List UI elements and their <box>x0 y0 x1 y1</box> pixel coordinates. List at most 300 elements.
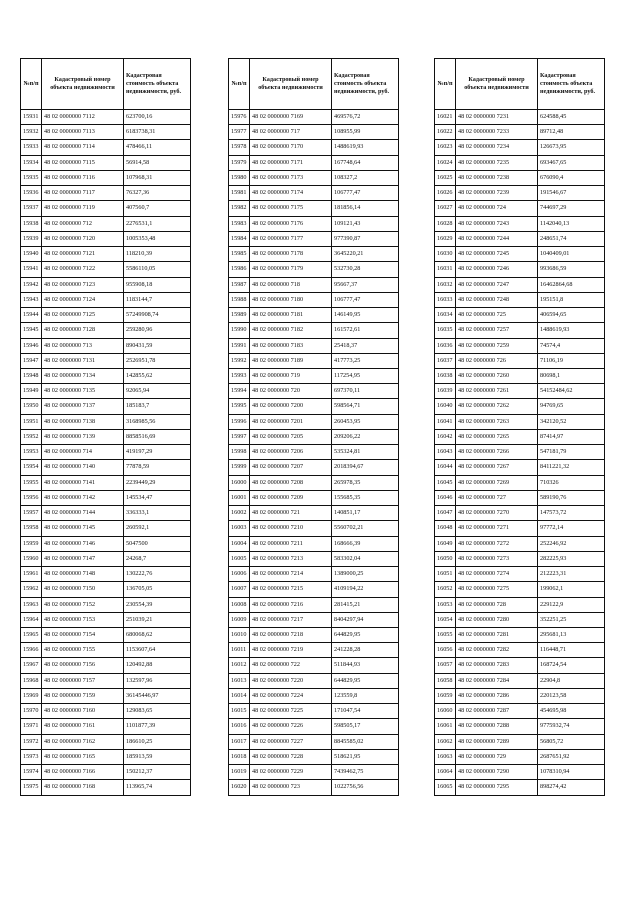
table-row <box>21 445 191 460</box>
table-row <box>229 368 399 383</box>
cadastral-number: 48 02 0000000 7152 <box>42 597 124 612</box>
cadastral-value: 129083,65 <box>124 704 191 719</box>
cadastral-number: 48 02 0000000 7272 <box>456 536 538 551</box>
cadastral-value: 220123,58 <box>538 688 605 703</box>
row-number: 15962 <box>21 582 42 597</box>
cadastral-value: 5047500 <box>124 536 191 551</box>
cadastral-value: 260453,95 <box>332 414 399 429</box>
row-number: 16036 <box>435 338 456 353</box>
header-cad-value: Кадастровая стоимость объекта недвижимости, руб. <box>538 59 605 110</box>
row-number: 16035 <box>435 323 456 338</box>
cadastral-number: 48 02 0000000 724 <box>456 201 538 216</box>
table-row <box>21 292 191 307</box>
cadastral-value: 106777,47 <box>332 292 399 307</box>
row-number: 15944 <box>21 308 42 323</box>
cadastral-number: 48 02 0000000 7169 <box>250 110 332 125</box>
row-number: 15939 <box>21 231 42 246</box>
cadastral-value: 2239449,29 <box>124 475 191 490</box>
cadastral-number: 48 02 0000000 7161 <box>42 719 124 734</box>
row-number: 16051 <box>435 567 456 582</box>
row-number: 15942 <box>21 277 42 292</box>
cadastral-number: 48 02 0000000 7219 <box>250 643 332 658</box>
table-row <box>229 216 399 231</box>
cadastral-value: 136705,05 <box>124 582 191 597</box>
cadastral-value: 108327,2 <box>332 170 399 185</box>
row-number: 15969 <box>21 688 42 703</box>
cadastral-value: 680068,62 <box>124 627 191 642</box>
table-row <box>435 429 605 444</box>
cadastral-value: 2687651,92 <box>538 749 605 764</box>
cadastral-value: 209206,22 <box>332 429 399 444</box>
table-row <box>435 673 605 688</box>
cadastral-value: 92065,94 <box>124 384 191 399</box>
row-number: 16050 <box>435 551 456 566</box>
table-row <box>435 475 605 490</box>
row-number: 15950 <box>21 399 42 414</box>
cadastral-value: 693467,65 <box>538 155 605 170</box>
row-number: 15956 <box>21 490 42 505</box>
row-number: 16044 <box>435 460 456 475</box>
cadastral-number: 48 02 0000000 7211 <box>250 536 332 551</box>
cadastral-value: 120492,88 <box>124 658 191 673</box>
cadastral-value: 281415,21 <box>332 597 399 612</box>
cadastral-value: 282225,93 <box>538 551 605 566</box>
cadastral-value: 113965,74 <box>124 780 191 795</box>
cadastral-value: 2276531,1 <box>124 216 191 231</box>
cadastral-number: 48 02 0000000 7125 <box>42 308 124 323</box>
row-number: 15947 <box>21 353 42 368</box>
cadastral-value: 1389000,25 <box>332 567 399 582</box>
cadastral-value: 352251,25 <box>538 612 605 627</box>
cadastral-value: 56805,72 <box>538 734 605 749</box>
row-number: 16001 <box>229 490 250 505</box>
cadastral-value: 406594,65 <box>538 308 605 323</box>
cadastral-value: 511844,93 <box>332 658 399 673</box>
row-number: 16063 <box>435 749 456 764</box>
table-row <box>229 140 399 155</box>
table-row <box>229 353 399 368</box>
table-row <box>435 277 605 292</box>
table-row <box>229 765 399 780</box>
row-number: 16012 <box>229 658 250 673</box>
table-row <box>21 734 191 749</box>
table-row <box>435 399 605 414</box>
table-row <box>229 201 399 216</box>
row-number: 15941 <box>21 262 42 277</box>
row-number: 16056 <box>435 643 456 658</box>
row-number: 16061 <box>435 719 456 734</box>
cadastral-number: 48 02 0000000 7178 <box>250 247 332 262</box>
cadastral-value: 195151,8 <box>538 292 605 307</box>
row-number: 15997 <box>229 429 250 444</box>
row-number: 15982 <box>229 201 250 216</box>
header-row <box>435 59 605 110</box>
cadastral-number: 48 02 0000000 7120 <box>42 231 124 246</box>
table-row <box>21 643 191 658</box>
cadastral-value: 265978,35 <box>332 475 399 490</box>
row-number: 15965 <box>21 627 42 642</box>
cadastral-value: 191546,67 <box>538 186 605 201</box>
header-cad-value: Кадастровая стоимость объекта недвижимости, руб. <box>332 59 399 110</box>
table-row <box>229 749 399 764</box>
table-row <box>229 643 399 658</box>
table-row <box>435 704 605 719</box>
row-number: 16053 <box>435 597 456 612</box>
table-row <box>435 643 605 658</box>
cadastral-number: 48 02 0000000 7269 <box>456 475 538 490</box>
cadastral-number: 48 02 0000000 726 <box>456 353 538 368</box>
cadastral-number: 48 02 0000000 7287 <box>456 704 538 719</box>
row-number: 16006 <box>229 567 250 582</box>
table-row <box>435 140 605 155</box>
table-row <box>435 384 605 399</box>
cadastral-value: 1101877,39 <box>124 719 191 734</box>
row-number: 16043 <box>435 445 456 460</box>
table-row <box>21 688 191 703</box>
cadastral-value: 1488619,93 <box>332 140 399 155</box>
row-number: 16060 <box>435 704 456 719</box>
table-row <box>435 323 605 338</box>
row-number: 15970 <box>21 704 42 719</box>
cadastral-value: 1078310,94 <box>538 765 605 780</box>
table-row <box>229 658 399 673</box>
table-row <box>21 338 191 353</box>
cadastral-number: 48 02 0000000 7128 <box>42 323 124 338</box>
cadastral-number: 48 02 0000000 7168 <box>42 780 124 795</box>
row-number: 15971 <box>21 719 42 734</box>
row-number: 15960 <box>21 551 42 566</box>
cadastral-number: 48 02 0000000 728 <box>456 597 538 612</box>
cadastral-number: 48 02 0000000 7176 <box>250 216 332 231</box>
table-row <box>229 673 399 688</box>
header-row <box>229 59 399 110</box>
table-row <box>229 247 399 262</box>
table-row <box>229 597 399 612</box>
cadastral-number: 48 02 0000000 7233 <box>456 125 538 140</box>
table-row <box>21 475 191 490</box>
row-number: 16022 <box>435 125 456 140</box>
row-number: 16020 <box>229 780 250 795</box>
cadastral-number: 48 02 0000000 7235 <box>456 155 538 170</box>
table-row <box>435 521 605 536</box>
header-row <box>21 59 191 110</box>
cadastral-number: 48 02 0000000 7175 <box>250 201 332 216</box>
header-cad-number: Кадастровый номер объекта недвижимости <box>42 59 124 110</box>
table-row <box>21 247 191 262</box>
cadastral-value: 336333,1 <box>124 506 191 521</box>
cadastral-number: 48 02 0000000 7123 <box>42 277 124 292</box>
cadastral-number: 48 02 0000000 7243 <box>456 216 538 231</box>
cadastral-value: 419197,29 <box>124 445 191 460</box>
row-number: 16002 <box>229 506 250 521</box>
table-row <box>435 445 605 460</box>
table-row <box>21 110 191 125</box>
cadastral-number: 48 02 0000000 7135 <box>42 384 124 399</box>
cadastral-number: 48 02 0000000 7159 <box>42 688 124 703</box>
cadastral-number: 48 02 0000000 7289 <box>456 734 538 749</box>
table-row <box>21 368 191 383</box>
cadastral-value: 251039,21 <box>124 612 191 627</box>
row-number: 16008 <box>229 597 250 612</box>
cadastral-number: 48 02 0000000 712 <box>42 216 124 231</box>
row-number: 15980 <box>229 170 250 185</box>
cadastral-number: 48 02 0000000 7238 <box>456 170 538 185</box>
table-row <box>21 658 191 673</box>
row-number: 15940 <box>21 247 42 262</box>
row-number: 15986 <box>229 262 250 277</box>
row-number: 16037 <box>435 353 456 368</box>
cadastral-number: 48 02 0000000 7216 <box>250 597 332 612</box>
cadastral-number: 48 02 0000000 7208 <box>250 475 332 490</box>
table-row <box>229 612 399 627</box>
cadastral-number: 48 02 0000000 721 <box>250 506 332 521</box>
row-number: 16013 <box>229 673 250 688</box>
cadastral-number: 48 02 0000000 7229 <box>250 765 332 780</box>
cadastral-number: 48 02 0000000 7271 <box>456 521 538 536</box>
cadastral-number: 48 02 0000000 718 <box>250 277 332 292</box>
cadastral-value: 181856,14 <box>332 201 399 216</box>
row-number: 15981 <box>229 186 250 201</box>
cadastral-number: 48 02 0000000 7288 <box>456 719 538 734</box>
cadastral-value: 977390,87 <box>332 231 399 246</box>
table-row <box>435 353 605 368</box>
table-row <box>21 506 191 521</box>
cadastral-value: 140851,17 <box>332 506 399 521</box>
cadastral-number: 48 02 0000000 7226 <box>250 719 332 734</box>
row-number: 16038 <box>435 368 456 383</box>
table-row <box>21 673 191 688</box>
cadastral-number: 48 02 0000000 7124 <box>42 292 124 307</box>
row-number: 16028 <box>435 216 456 231</box>
table-row <box>229 582 399 597</box>
cadastral-number: 48 02 0000000 7140 <box>42 460 124 475</box>
row-number: 15936 <box>21 186 42 201</box>
cadastral-number: 48 02 0000000 7281 <box>456 627 538 642</box>
cadastral-value: 454695,98 <box>538 704 605 719</box>
cadastral-number: 48 02 0000000 7286 <box>456 688 538 703</box>
cadastral-number: 48 02 0000000 7273 <box>456 551 538 566</box>
cadastral-number: 48 02 0000000 7121 <box>42 247 124 262</box>
cadastral-number: 48 02 0000000 7261 <box>456 384 538 399</box>
cadastral-value: 241228,28 <box>332 643 399 658</box>
row-number: 15977 <box>229 125 250 140</box>
table-row <box>435 551 605 566</box>
row-number: 16031 <box>435 262 456 277</box>
cadastral-number: 48 02 0000000 7155 <box>42 643 124 658</box>
cadastral-number: 48 02 0000000 7214 <box>250 567 332 582</box>
table-row <box>229 170 399 185</box>
table-row <box>435 292 605 307</box>
cadastral-value: 8404297,94 <box>332 612 399 627</box>
table-row <box>21 521 191 536</box>
row-number: 16011 <box>229 643 250 658</box>
cadastral-number: 48 02 0000000 7162 <box>42 734 124 749</box>
cadastral-number: 48 02 0000000 7246 <box>456 262 538 277</box>
table-row <box>21 460 191 475</box>
cadastral-number: 48 02 0000000 7295 <box>456 780 538 795</box>
cadastral-value: 80698,1 <box>538 368 605 383</box>
table-row <box>229 125 399 140</box>
cadastral-number: 48 02 0000000 7228 <box>250 749 332 764</box>
table-row <box>21 780 191 795</box>
cadastral-number: 48 02 0000000 7280 <box>456 612 538 627</box>
cadastral-number: 48 02 0000000 7259 <box>456 338 538 353</box>
cadastral-number: 48 02 0000000 7224 <box>250 688 332 703</box>
table-row <box>435 460 605 475</box>
table-row <box>435 338 605 353</box>
cadastral-number: 48 02 0000000 7141 <box>42 475 124 490</box>
cadastral-number: 48 02 0000000 7267 <box>456 460 538 475</box>
cadastral-value: 56914,58 <box>124 155 191 170</box>
cadastral-number: 48 02 0000000 7119 <box>42 201 124 216</box>
table-row <box>435 186 605 201</box>
cadastral-value: 94769,65 <box>538 399 605 414</box>
cadastral-value: 295681,13 <box>538 627 605 642</box>
cadastral-number: 48 02 0000000 7145 <box>42 521 124 536</box>
table-row <box>21 323 191 338</box>
row-number: 15993 <box>229 368 250 383</box>
row-number: 15975 <box>21 780 42 795</box>
row-number: 15953 <box>21 445 42 460</box>
cadastral-number: 48 02 0000000 7144 <box>42 506 124 521</box>
cadastral-value: 54152484,62 <box>538 384 605 399</box>
cadastral-value: 77878,59 <box>124 460 191 475</box>
cadastral-value: 97772,14 <box>538 521 605 536</box>
cadastral-value: 168666,39 <box>332 536 399 551</box>
cadastral-value: 469576,72 <box>332 110 399 125</box>
table-row <box>435 536 605 551</box>
row-number: 15955 <box>21 475 42 490</box>
cadastral-value: 167748,64 <box>332 155 399 170</box>
table-row <box>229 719 399 734</box>
cadastral-value: 252246,92 <box>538 536 605 551</box>
cadastral-value: 109121,43 <box>332 216 399 231</box>
cadastral-number: 48 02 0000000 727 <box>456 490 538 505</box>
cadastral-value: 259280,96 <box>124 323 191 338</box>
register-table-1 <box>20 58 191 796</box>
cadastral-number: 48 02 0000000 7112 <box>42 110 124 125</box>
row-number: 16023 <box>435 140 456 155</box>
cadastral-number: 48 02 0000000 7122 <box>42 262 124 277</box>
row-number: 16004 <box>229 536 250 551</box>
cadastral-value: 1005353,48 <box>124 231 191 246</box>
cadastral-number: 48 02 0000000 7160 <box>42 704 124 719</box>
tables-area <box>20 58 620 791</box>
cadastral-number: 48 02 0000000 7215 <box>250 582 332 597</box>
cadastral-value: 229122,9 <box>538 597 605 612</box>
cadastral-number: 48 02 0000000 7115 <box>42 155 124 170</box>
cadastral-value: 697370,11 <box>332 384 399 399</box>
table-row <box>21 582 191 597</box>
cadastral-value: 644829,95 <box>332 673 399 688</box>
cadastral-value: 8858516,69 <box>124 429 191 444</box>
cadastral-number: 48 02 0000000 725 <box>456 308 538 323</box>
row-number: 16052 <box>435 582 456 597</box>
table-row <box>229 445 399 460</box>
cadastral-number: 48 02 0000000 7270 <box>456 506 538 521</box>
row-number: 15979 <box>229 155 250 170</box>
table-row <box>435 308 605 323</box>
header-num: №п/п <box>435 59 456 110</box>
row-number: 16019 <box>229 765 250 780</box>
row-number: 16007 <box>229 582 250 597</box>
row-number: 15948 <box>21 368 42 383</box>
table-row <box>21 429 191 444</box>
cadastral-value: 22904,8 <box>538 673 605 688</box>
cadastral-number: 48 02 0000000 7189 <box>250 353 332 368</box>
row-number: 15959 <box>21 536 42 551</box>
row-number: 15932 <box>21 125 42 140</box>
cadastral-value: 117254,95 <box>332 368 399 383</box>
table-row <box>435 612 605 627</box>
table-row <box>21 704 191 719</box>
table-row <box>435 125 605 140</box>
row-number: 15994 <box>229 384 250 399</box>
table-row <box>229 277 399 292</box>
cadastral-value: 2018394,67 <box>332 460 399 475</box>
table-row <box>435 110 605 125</box>
cadastral-value: 1183144,7 <box>124 292 191 307</box>
row-number: 15935 <box>21 170 42 185</box>
table-row <box>229 429 399 444</box>
header-cad-number: Кадастровый номер объекта недвижимости <box>456 59 538 110</box>
row-number: 15974 <box>21 765 42 780</box>
cadastral-value: 199062,1 <box>538 582 605 597</box>
row-number: 15943 <box>21 292 42 307</box>
row-number: 15984 <box>229 231 250 246</box>
row-number: 16041 <box>435 414 456 429</box>
table-row <box>21 384 191 399</box>
cadastral-number: 48 02 0000000 713 <box>42 338 124 353</box>
row-number: 16030 <box>435 247 456 262</box>
cadastral-number: 48 02 0000000 7239 <box>456 186 538 201</box>
row-number: 16048 <box>435 521 456 536</box>
row-number: 16029 <box>435 231 456 246</box>
cadastral-number: 48 02 0000000 723 <box>250 780 332 795</box>
cadastral-number: 48 02 0000000 7205 <box>250 429 332 444</box>
table-row <box>21 155 191 170</box>
table-row <box>435 231 605 246</box>
row-number: 15972 <box>21 734 42 749</box>
row-number: 15964 <box>21 612 42 627</box>
table-row <box>435 567 605 582</box>
cadastral-value: 108955,99 <box>332 125 399 140</box>
table-row <box>21 551 191 566</box>
cadastral-number: 48 02 0000000 7148 <box>42 567 124 582</box>
cadastral-number: 48 02 0000000 7173 <box>250 170 332 185</box>
row-number: 15998 <box>229 445 250 460</box>
cadastral-value: 589190,76 <box>538 490 605 505</box>
cadastral-value: 744697,29 <box>538 201 605 216</box>
table-row <box>435 765 605 780</box>
row-number: 15933 <box>21 140 42 155</box>
cadastral-number: 48 02 0000000 7174 <box>250 186 332 201</box>
cadastral-value: 993686,59 <box>538 262 605 277</box>
table-row <box>229 780 399 795</box>
cadastral-number: 48 02 0000000 7117 <box>42 186 124 201</box>
table-row <box>435 247 605 262</box>
cadastral-value: 260592,1 <box>124 521 191 536</box>
cadastral-number: 48 02 0000000 7265 <box>456 429 538 444</box>
cadastral-number: 48 02 0000000 7179 <box>250 262 332 277</box>
cadastral-number: 48 02 0000000 7153 <box>42 612 124 627</box>
row-number: 16058 <box>435 673 456 688</box>
table-row <box>435 490 605 505</box>
row-number: 15966 <box>21 643 42 658</box>
cadastral-value: 1488619,93 <box>538 323 605 338</box>
table-row <box>435 201 605 216</box>
row-number: 15973 <box>21 749 42 764</box>
